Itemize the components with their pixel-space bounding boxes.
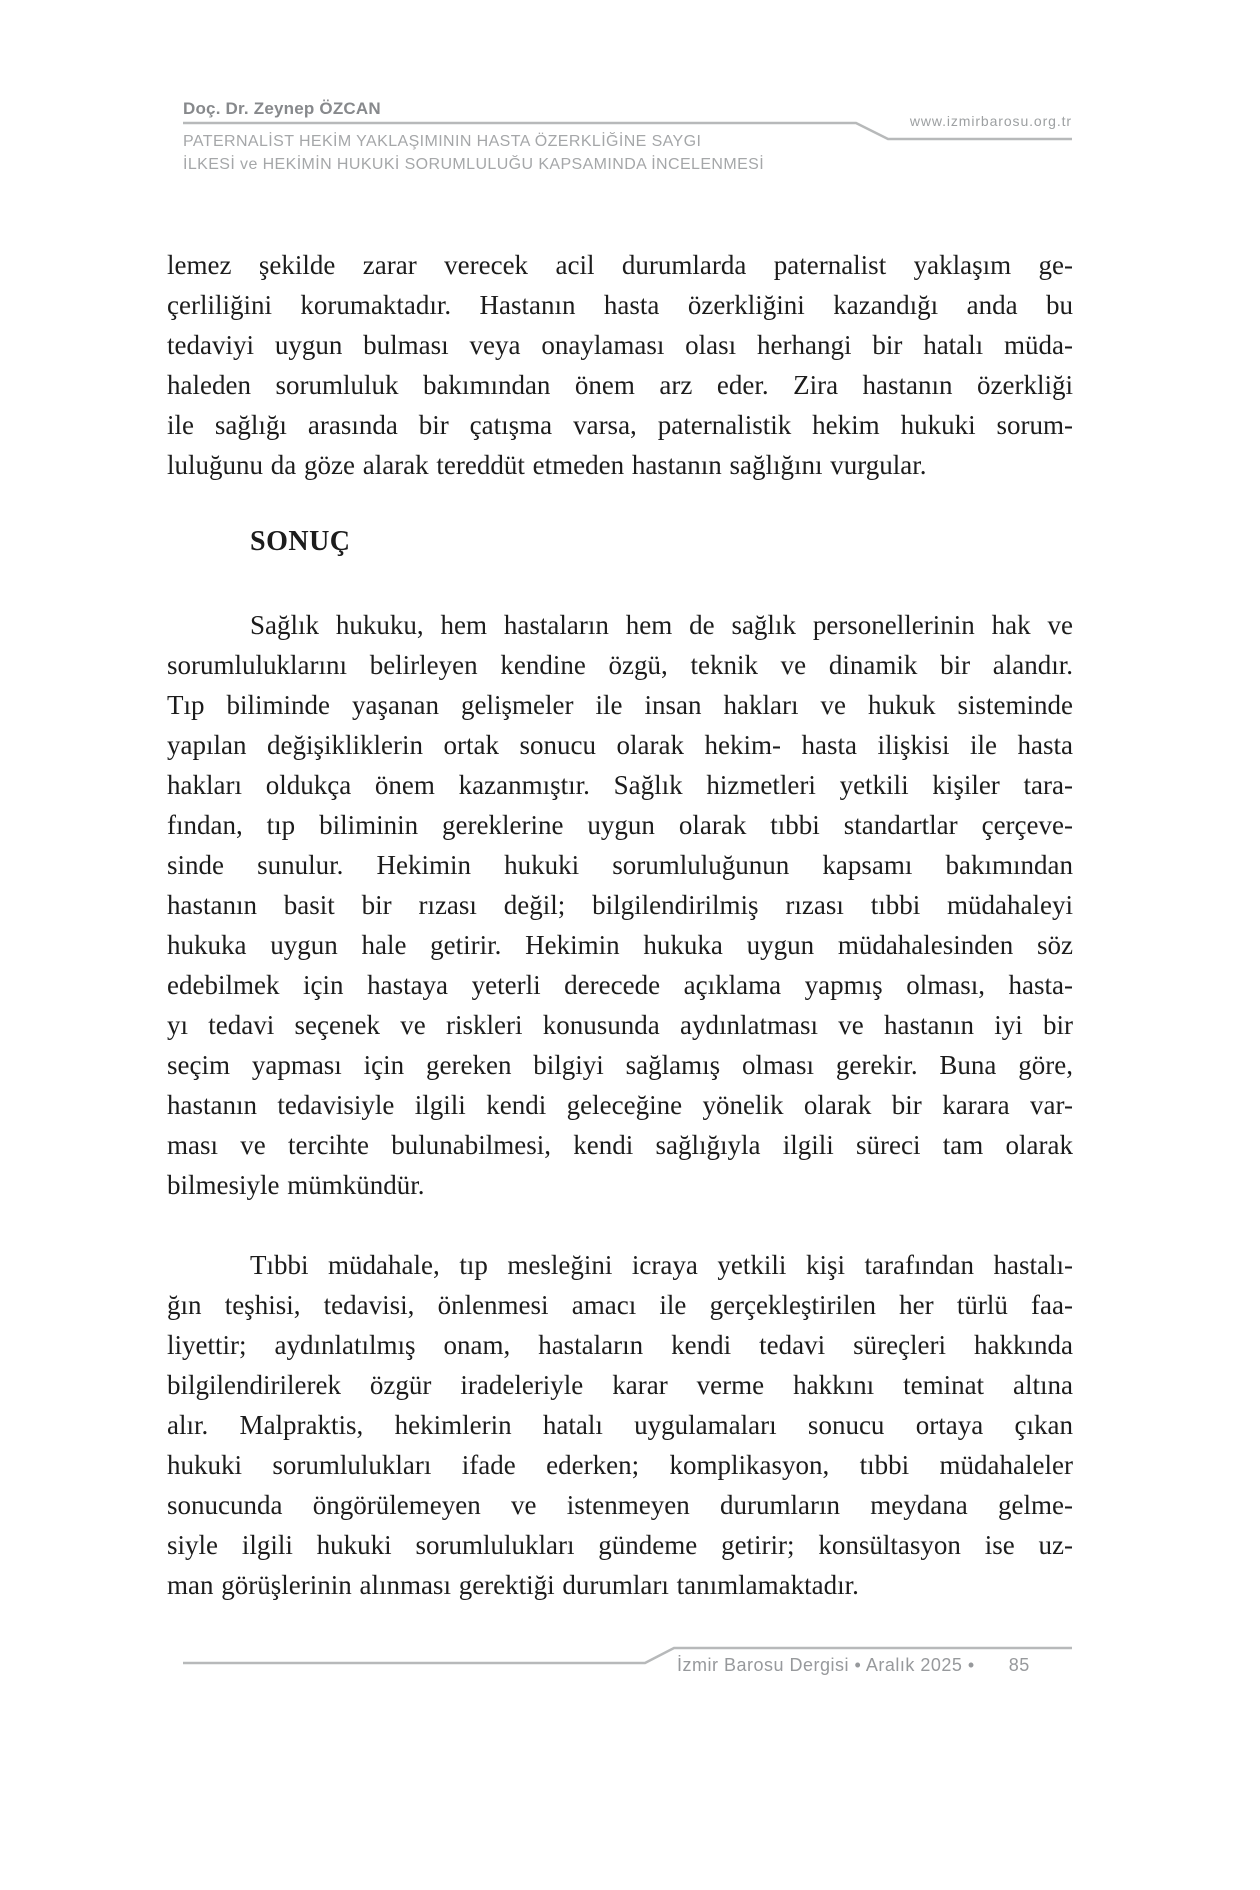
text-line: alır. Malpraktis, hekimlerin hatalı uygulamaları sonucu ortaya çıkan [167, 1410, 1073, 1440]
paragraph-tibbi-mudahale [167, 1245, 1073, 1605]
author-name: Doç. Dr. Zeynep ÖZCAN [183, 99, 381, 118]
text-line: Tıp biliminde yaşanan gelişmeler ile insan hakları ve hukuk sisteminde [167, 690, 1073, 720]
text-line: siyle ilgili hukuki sorumlulukları gündeme getirir; konsültasyon ise uz- [167, 1530, 1073, 1560]
paragraph-continuation [167, 245, 1073, 485]
text-line: yı tedavi seçenek ve riskleri konusunda aydınlatması ve hastanın iyi bir [167, 1010, 1073, 1040]
article-title-line1: PATERNALİST HEKİM YAKLAŞIMININ HASTA ÖZERKLİĞİNE SAYGI [183, 133, 702, 150]
text-line: çerliliğini korumaktadır. Hastanın hasta özerkliğini kazandığı anda bu [167, 290, 1073, 320]
text-line: sinde sunulur. Hekimin hukuki sorumluluğunun kapsamı bakımından [167, 850, 1073, 880]
article-title [183, 130, 764, 176]
section-heading: SONUÇ [250, 526, 351, 557]
text-line: bilgilendirilerek özgür iradeleriyle karar verme hakkını teminat altına [167, 1370, 1073, 1400]
text-line: Sağlık hukuku, hem hastaların hem de sağlık personellerinin hak ve [250, 610, 1073, 640]
footer [677, 1653, 1030, 1677]
paragraph-saglik-hukuku [167, 605, 1073, 1205]
page-number: 85 [1008, 1655, 1030, 1675]
text-line: sonucunda öngörülemeyen ve istenmeyen durumların meydana gelme- [167, 1490, 1073, 1520]
text-line: hastanın tedavisiyle ilgili kendi geleceğine yönelik olarak bir karara var- [167, 1090, 1073, 1120]
text-line: ğın teşhisi, tedavisi, önlenmesi amacı ile gerçekleştirilen her türlü faa- [167, 1290, 1073, 1320]
journal-name: İzmir Barosu Dergisi • Aralık 2025 • [677, 1655, 975, 1675]
text-line: haleden sorumluluk bakımından önem arz eder. Zira hastanın özerkliği [167, 370, 1073, 400]
text-line: fından, tıp biliminin gereklerine uygun olarak tıbbi standartlar çerçeve- [167, 810, 1073, 840]
website-url: www.izmirbarosu.org.tr [909, 113, 1072, 129]
text-line: hastanın basit bir rızası değil; bilgilendirilmiş rızası tıbbi müdahaleyi [167, 890, 1073, 920]
text-line: hakları oldukça önem kazanmıştır. Sağlık hizmetleri yetkili kişiler tara- [167, 770, 1073, 800]
text-line: Tıbbi müdahale, tıp mesleğini icraya yetkili kişi tarafından hastalı- [250, 1250, 1073, 1280]
text-line: luluğunu da göze alarak tereddüt etmeden hastanın sağlığını vurgular. [167, 450, 927, 480]
text-line: ması ve tercihte bulunabilmesi, kendi sağlığıyla ilgili süreci tam olarak [167, 1130, 1073, 1160]
article-title-line2: İLKESİ ve HEKİMİN HUKUKİ SORUMLULUĞU KAPSAMINDA İNCELENMESİ [183, 156, 765, 173]
text-line: sorumluluklarını belirleyen kendine özgü, teknik ve dinamik bir alandır. [167, 650, 1073, 680]
text-line: edebilmek için hastaya yeterli derecede açıklama yapmış olması, hasta- [167, 970, 1073, 1000]
text-line: tedaviyi uygun bulması veya onaylaması olası herhangi bir hatalı müda- [167, 330, 1073, 360]
text-line: liyettir; aydınlatılmış onam, hastaların kendi tedavi süreçleri hakkında [167, 1330, 1073, 1360]
text-line: seçim yapması için gereken bilgiyi sağlamış olması gerekir. Buna göre, [167, 1050, 1073, 1080]
text-line: lemez şekilde zarar verecek acil durumlarda paternalist yaklaşım ge- [167, 250, 1073, 280]
text-line: hukuka uygun hale getirir. Hekimin hukuka uygun müdahalesinden söz [167, 930, 1073, 960]
text-line: hukuki sorumlulukları ifade ederken; komplikasyon, tıbbi müdahaleler [167, 1450, 1073, 1480]
text-line: ile sağlığı arasında bir çatışma varsa, paternalistik hekim hukuki sorum- [167, 410, 1073, 440]
text-line: bilmesiyle mümkündür. [167, 1170, 425, 1200]
text-line: man görüşlerinin alınması gerektiği durumları tanımlamaktadır. [167, 1570, 859, 1600]
text-line: yapılan değişikliklerin ortak sonucu olarak hekim- hasta ilişkisi ile hasta [167, 730, 1073, 760]
